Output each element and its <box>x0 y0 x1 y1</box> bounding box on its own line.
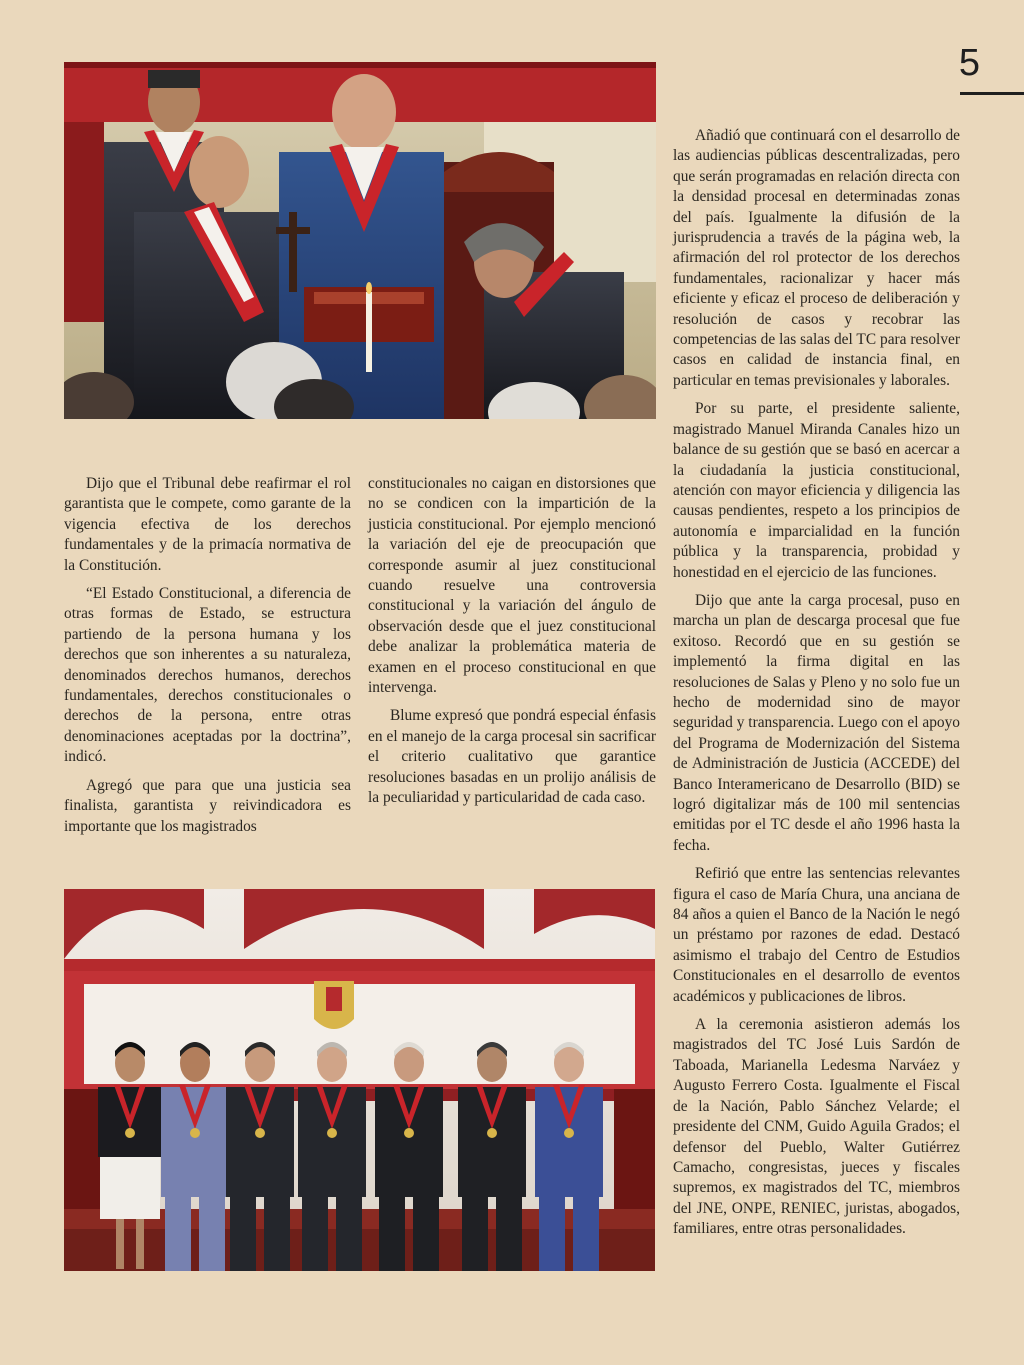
middle-text-column <box>368 474 656 817</box>
paragraph: Dijo que ante la carga procesal, puso en marcha un plan de descarga procesal que fue exitoso. Recordó que en su gestión se implementó la firma digital en las resoluciones de Salas y Pleno y no solo fue un hecho de modernidad sino de mayor seguridad y transparencia. Luego con el apoyo del Programa de Modernización del Sistema de Administración de Justicia (ACCEDE) del Banco Interamericano de Desarrollo (BID) se logró digitalizar más de 100 mil sentencias emitidas por el TC desde el año 1996 hasta la fecha. <box>673 591 960 854</box>
paragraph: Refirió que entre las sentencias relevantes figura el caso de María Chura, una anciana de 84 años a quien el Banco de la Nación le negó un préstamo por razones de edad. Destacó asimismo el trabajo del Centro de Estudios Constitucionales en el desarrollo de eventos académicos y publicaciones de libros. <box>673 865 960 1005</box>
paragraph: Por su parte, el presidente saliente, magistrado Manuel Miranda Canales hizo un balance de su gestión que se basó en acercar a la ciudadanía la justicia constitucional, atención con mayor eficiencia y diligencia las causas pendientes, respeto a los principios de autonomía e imparcialidad en la función pública y la transparencia, probidad y honestidad en el ejercicio de las funciones. <box>673 400 960 581</box>
paragraph: “El Estado Constitucional, a diferencia de otras formas de Estado, se estructura partiendo de la persona humana y los derechos que son inherentes a su naturaleza, denominados derechos humanos, derechos fundamentales, derechos constitucionales o derechos de la persona, entre otras denominaciones aceptadas por la doctrina”, indicó. <box>64 585 351 766</box>
paragraph: Agregó que para que una justicia sea finalista, garantista y reivindicadora es importante que los magistrados <box>64 776 351 835</box>
paragraph: constitucionales no caigan en distorsiones que no se condicen con la impartición de la justicia constitucional. Por ejemplo mencionó la variación del eje de preocupación que corresponde asumir al juez constitucional cuando resuelve una controversia constitucional y la variación del ángulo de observación desde que el juez constitucional debe analizar la problemática materia de examen en el proceso constitucional en que intervenga. <box>368 475 656 697</box>
right-text-column <box>673 126 960 1248</box>
paragraph: Añadió que continuará con el desarrollo de las audiencias públicas descentralizadas, pero que serán programadas en relación directa con la densidad procesal en determinadas zonas del país. Igualmente la difusión de la jurisprudencia a través de la página web, la afirmación del rol protector de los derechos fundamentales, racionalizar y hacer más eficiente y eficaz el proceso de deliberación y resolución de casos y recobrar las competencias de las salas del TC para resolver casos en calidad de instancia final, en particular en temas previsionales y laborales. <box>673 127 960 389</box>
page-number: 5 <box>958 42 980 84</box>
paragraph: A la ceremonia asistieron además los magistrados del TC José Luis Sardón de Taboada, Marianella Ledesma Narváez y Augusto Ferrero Costa. Igualmente el Fiscal de la Nación, Pablo Sánchez Velarde; el presidente del CNM, Guido Aguila Grados; el defensor del Pueblo, Walter Gutiérrez Camacho, congresistas, jueces y fiscales supremos, ex magistrados del TC, miembros del JNE, ONPE, RENIEC, juristas, abogados, familiares, entre otras personalidades. <box>673 1016 960 1238</box>
paragraph: Dijo que el Tribunal debe reafirmar el rol garantista que le compete, como garante de la vigencia efectiva de los derechos fundamentales y de la primacía normativa de la Constitución. <box>64 475 351 574</box>
group-photo <box>64 889 655 1271</box>
swearing-in-photo <box>64 62 656 419</box>
left-text-column <box>64 474 351 845</box>
paragraph: Blume expresó que pondrá especial énfasis en el manejo de la carga procesal sin sacrificar el criterio cualitativo que garantice resoluciones basadas en un prolijo análisis de la peculiaridad y particularidad de cada caso. <box>368 707 656 807</box>
page-number-rule <box>960 92 1024 95</box>
